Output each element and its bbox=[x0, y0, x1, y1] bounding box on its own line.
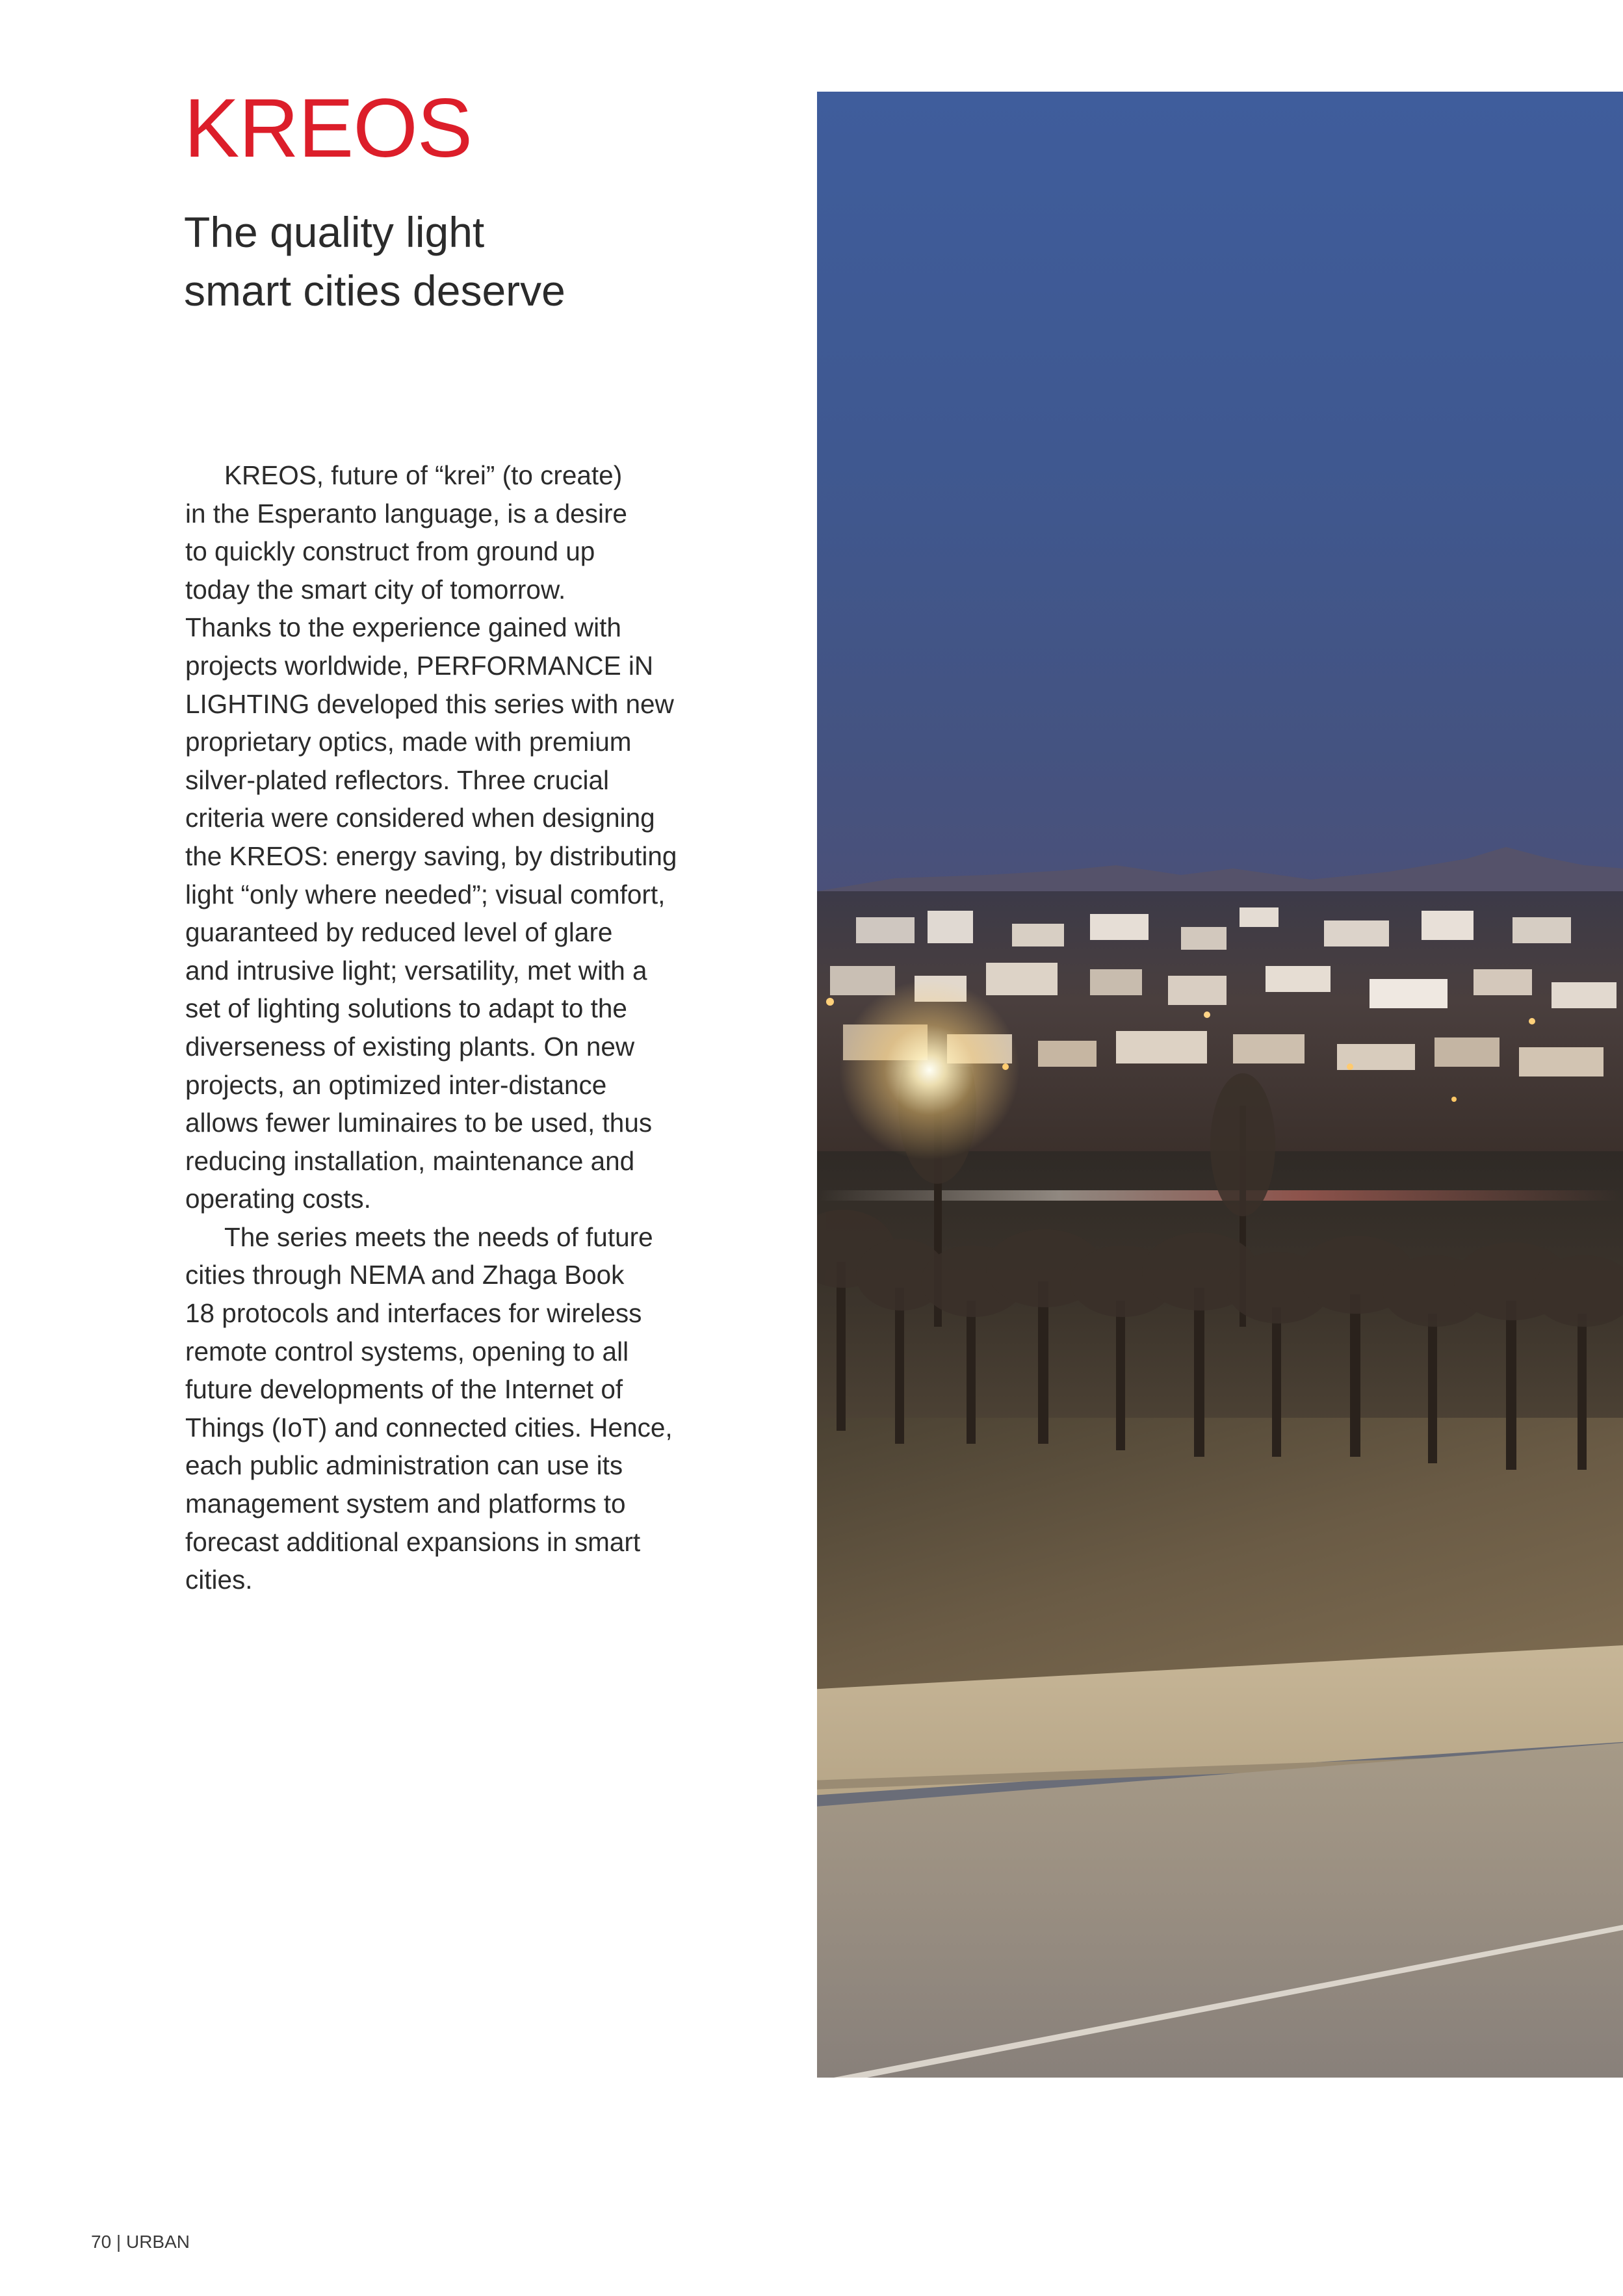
text-line: Things (IoT) and connected cities. Hence, bbox=[185, 1412, 673, 1442]
text-line: Thanks to the experience gained with bbox=[185, 612, 621, 643]
text-line: KREOS, future of “krei” (to create) bbox=[224, 460, 623, 490]
text-line: today the smart city of tomorrow. bbox=[185, 574, 566, 605]
text-line: forecast additional expansions in smart bbox=[185, 1526, 641, 1557]
page-title: KREOS bbox=[184, 82, 473, 175]
text-line: LIGHTING developed this series with new bbox=[185, 688, 674, 719]
text-line: diverseness of existing plants. On new bbox=[185, 1031, 635, 1062]
text-line: management system and platforms to bbox=[185, 1489, 626, 1519]
subtitle-line: The quality light bbox=[184, 208, 485, 256]
body-paragraph-2 bbox=[185, 1218, 686, 1599]
text-line: projects, an optimized inter-distance bbox=[185, 1069, 607, 1100]
text-line: light “only where needed”; visual comfort, bbox=[185, 879, 666, 909]
street-night-photo bbox=[817, 92, 1623, 2078]
text-line: allows fewer luminaires to be used, thus bbox=[185, 1108, 653, 1138]
text-line: operating costs. bbox=[185, 1184, 371, 1214]
text-line: set of lighting solutions to adapt to the bbox=[185, 993, 627, 1024]
text-line: remote control systems, opening to all bbox=[185, 1336, 629, 1366]
text-line: cities. bbox=[185, 1565, 253, 1595]
page-footer: 70 | URBAN bbox=[91, 2232, 190, 2252]
text-line: projects worldwide, PERFORMANCE iN bbox=[185, 650, 654, 681]
photo-sky bbox=[817, 92, 1623, 911]
text-line: guaranteed by reduced level of glare bbox=[185, 917, 613, 948]
body-paragraph-1 bbox=[185, 456, 686, 1218]
subtitle-line: smart cities deserve bbox=[184, 267, 565, 315]
text-line: criteria were considered when designing bbox=[185, 803, 655, 833]
text-line: each public administration can use its bbox=[185, 1450, 623, 1481]
text-line: reducing installation, maintenance and bbox=[185, 1145, 635, 1176]
text-line: 18 protocols and interfaces for wireless bbox=[185, 1298, 642, 1329]
text-line: and intrusive light; versatility, met with a bbox=[185, 955, 647, 985]
text-line: silver-plated reflectors. Three crucial bbox=[185, 764, 609, 795]
text-line: in the Esperanto language, is a desire bbox=[185, 498, 627, 528]
page-subtitle bbox=[184, 203, 769, 320]
text-line: to quickly construct from ground up bbox=[185, 536, 595, 567]
text-line: The series meets the needs of future bbox=[224, 1221, 653, 1252]
text-line: the KREOS: energy saving, by distributing bbox=[185, 841, 677, 871]
text-line: cities through NEMA and Zhaga Book bbox=[185, 1260, 625, 1290]
text-line: future developments of the Internet of bbox=[185, 1374, 623, 1405]
text-line: proprietary optics, made with premium bbox=[185, 727, 632, 757]
street-lamp-glow bbox=[838, 979, 1020, 1161]
photo-lane-marking bbox=[817, 1925, 1623, 2078]
body-text bbox=[185, 456, 686, 1599]
